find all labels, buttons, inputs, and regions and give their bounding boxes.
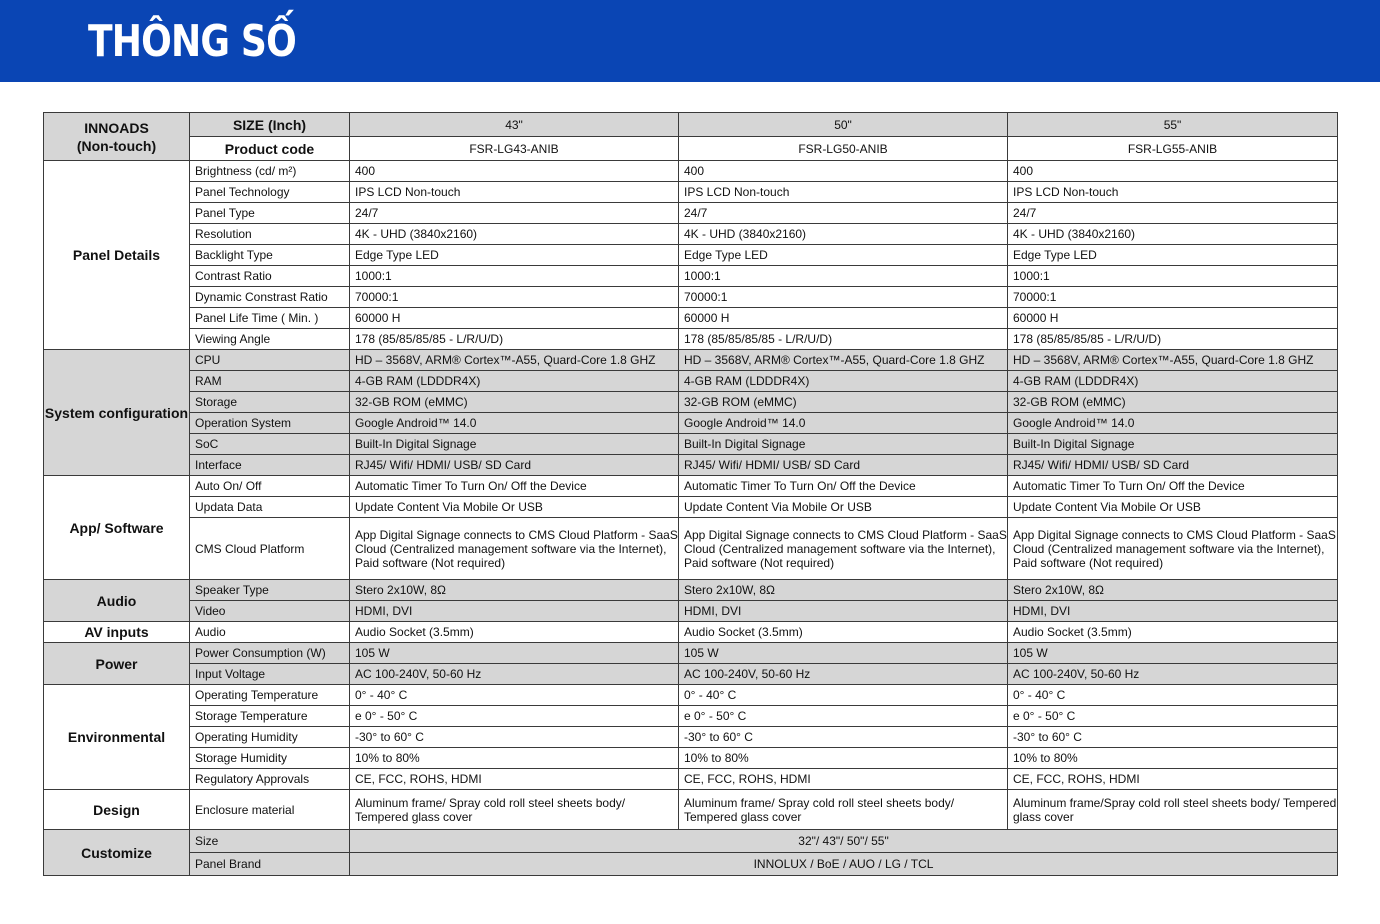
model-code-43: FSR-LG43-ANIB — [350, 137, 679, 161]
spec-label: Resolution — [190, 224, 350, 245]
product-code-row — [44, 137, 1338, 161]
spec-label: Storage Humidity — [190, 748, 350, 769]
spec-row — [44, 601, 1338, 622]
spec-value: App Digital Signage connects to CMS Cloud Platform - SaaS Cloud (Centralized management software via the Internet), Paid software (Not required) — [679, 518, 1008, 580]
spec-label: RAM — [190, 371, 350, 392]
spec-value: 105 W — [679, 643, 1008, 664]
group-design: Design — [44, 790, 190, 830]
spec-label: CPU — [190, 350, 350, 371]
model-code-50: FSR-LG50-ANIB — [679, 137, 1008, 161]
spec-row — [44, 727, 1338, 748]
spec-value: HD – 3568V, ARM® Cortex™-A55, Quard-Core 1.8 GHZ — [1008, 350, 1338, 371]
spec-value: IPS LCD Non-touch — [679, 182, 1008, 203]
spec-value: Update Content Via Mobile Or USB — [350, 497, 679, 518]
spec-row — [44, 308, 1338, 329]
spec-row — [44, 161, 1338, 182]
model-code-55: FSR-LG55-ANIB — [1008, 137, 1338, 161]
spec-row — [44, 685, 1338, 706]
spec-label: Panel Brand — [190, 853, 350, 876]
spec-table — [43, 112, 1338, 876]
brand-subtitle: (Non-touch) — [76, 137, 157, 154]
spec-value: Built-In Digital Signage — [1008, 434, 1338, 455]
spec-value: 24/7 — [1008, 203, 1338, 224]
brand-name: INNOADS — [84, 119, 149, 136]
spec-value: -30° to 60° C — [679, 727, 1008, 748]
group-audio: Audio — [44, 580, 190, 622]
spec-value: 0° - 40° C — [1008, 685, 1338, 706]
spec-value: 32-GB ROM (eMMC) — [350, 392, 679, 413]
spec-value: App Digital Signage connects to CMS Cloud Platform - SaaS Cloud (Centralized management software via the Internet), Paid software (Not required) — [1008, 518, 1338, 580]
spec-value: 24/7 — [679, 203, 1008, 224]
spec-row — [44, 266, 1338, 287]
spec-value-merged: 32"/ 43"/ 50"/ 55" — [350, 830, 1338, 853]
spec-row — [44, 497, 1338, 518]
spec-label: CMS Cloud Platform — [190, 518, 350, 580]
spec-label: Storage — [190, 392, 350, 413]
spec-label: Contrast Ratio — [190, 266, 350, 287]
spec-value: 24/7 — [350, 203, 679, 224]
spec-value: Aluminum frame/ Spray cold roll steel sheets body/ Tempered glass cover — [679, 790, 1008, 830]
spec-value: CE, FCC, ROHS, HDMI — [350, 769, 679, 790]
spec-row — [44, 476, 1338, 497]
spec-value: Google Android™ 14.0 — [350, 413, 679, 434]
spec-label: Viewing Angle — [190, 329, 350, 350]
spec-row — [44, 392, 1338, 413]
spec-value: HDMI, DVI — [679, 601, 1008, 622]
spec-value: IPS LCD Non-touch — [1008, 182, 1338, 203]
spec-label: Panel Life Time ( Min. ) — [190, 308, 350, 329]
spec-value: Edge Type LED — [679, 245, 1008, 266]
spec-value: HD – 3568V, ARM® Cortex™-A55, Quard-Core 1.8 GHZ — [679, 350, 1008, 371]
spec-row — [44, 350, 1338, 371]
spec-value: Built-In Digital Signage — [679, 434, 1008, 455]
spec-value: 4K - UHD (3840x2160) — [350, 224, 679, 245]
spec-label: Panel Type — [190, 203, 350, 224]
group-environmental: Environmental — [44, 685, 190, 790]
spec-value: Aluminum frame/Spray cold roll steel sheets body/ Tempered glass cover — [1008, 790, 1338, 830]
spec-label: Video — [190, 601, 350, 622]
spec-value: 32-GB ROM (eMMC) — [679, 392, 1008, 413]
spec-value: 10% to 80% — [1008, 748, 1338, 769]
spec-value: Audio Socket (3.5mm) — [679, 622, 1008, 643]
spec-value: RJ45/ Wifi/ HDMI/ USB/ SD Card — [679, 455, 1008, 476]
spec-row — [44, 224, 1338, 245]
spec-value: 1000:1 — [350, 266, 679, 287]
brand-header-cell — [44, 113, 190, 161]
spec-value: Update Content Via Mobile Or USB — [1008, 497, 1338, 518]
spec-row — [44, 287, 1338, 308]
spec-value: 0° - 40° C — [350, 685, 679, 706]
model-size-50: 50" — [679, 113, 1008, 137]
spec-row — [44, 664, 1338, 685]
spec-row — [44, 245, 1338, 266]
spec-value: 4-GB RAM (LDDDR4X) — [1008, 371, 1338, 392]
spec-value: e 0° - 50° C — [350, 706, 679, 727]
spec-label: Storage Temperature — [190, 706, 350, 727]
spec-label: Regulatory Approvals — [190, 769, 350, 790]
spec-label: SoC — [190, 434, 350, 455]
spec-label: Audio — [190, 622, 350, 643]
spec-value: Audio Socket (3.5mm) — [350, 622, 679, 643]
size-label: SIZE (Inch) — [190, 113, 350, 137]
spec-value: 60000 H — [679, 308, 1008, 329]
spec-value: 400 — [679, 161, 1008, 182]
spec-value: Automatic Timer To Turn On/ Off the Device — [679, 476, 1008, 497]
spec-row — [44, 643, 1338, 664]
spec-label: Operating Humidity — [190, 727, 350, 748]
spec-row — [44, 413, 1338, 434]
spec-value: e 0° - 50° C — [679, 706, 1008, 727]
spec-label: Interface — [190, 455, 350, 476]
spec-value: HDMI, DVI — [1008, 601, 1338, 622]
spec-value: 105 W — [1008, 643, 1338, 664]
spec-value: Update Content Via Mobile Or USB — [679, 497, 1008, 518]
spec-value: 60000 H — [1008, 308, 1338, 329]
spec-value: HDMI, DVI — [350, 601, 679, 622]
spec-row — [44, 434, 1338, 455]
spec-value: RJ45/ Wifi/ HDMI/ USB/ SD Card — [350, 455, 679, 476]
spec-label: Operating Temperature — [190, 685, 350, 706]
spec-label: Panel Technology — [190, 182, 350, 203]
group-app-software: App/ Software — [44, 476, 190, 580]
spec-value: IPS LCD Non-touch — [350, 182, 679, 203]
spec-value: 400 — [1008, 161, 1338, 182]
page-title: THÔNG SỐ — [88, 16, 296, 67]
spec-row — [44, 580, 1338, 601]
spec-value: 10% to 80% — [350, 748, 679, 769]
spec-value: 178 (85/85/85/85 - L/R/U/D) — [350, 329, 679, 350]
spec-value: 60000 H — [350, 308, 679, 329]
spec-value: CE, FCC, ROHS, HDMI — [1008, 769, 1338, 790]
spec-label: Input Voltage — [190, 664, 350, 685]
spec-value: 70000:1 — [679, 287, 1008, 308]
spec-value: AC 100-240V, 50-60 Hz — [1008, 664, 1338, 685]
spec-row — [44, 622, 1338, 643]
spec-row — [44, 371, 1338, 392]
spec-row — [44, 182, 1338, 203]
spec-value: -30° to 60° C — [1008, 727, 1338, 748]
spec-value: Aluminum frame/ Spray cold roll steel sheets body/ Tempered glass cover — [350, 790, 679, 830]
group-panel-details: Panel Details — [44, 161, 190, 350]
spec-value: AC 100-240V, 50-60 Hz — [679, 664, 1008, 685]
spec-value: Google Android™ 14.0 — [1008, 413, 1338, 434]
spec-value: CE, FCC, ROHS, HDMI — [679, 769, 1008, 790]
spec-value: Built-In Digital Signage — [350, 434, 679, 455]
spec-label: Power Consumption (W) — [190, 643, 350, 664]
spec-value: RJ45/ Wifi/ HDMI/ USB/ SD Card — [1008, 455, 1338, 476]
spec-value: -30° to 60° C — [350, 727, 679, 748]
spec-value: 178 (85/85/85/85 - L/R/U/D) — [679, 329, 1008, 350]
spec-value: 32-GB ROM (eMMC) — [1008, 392, 1338, 413]
group-av-inputs: AV inputs — [44, 622, 190, 643]
spec-value: Google Android™ 14.0 — [679, 413, 1008, 434]
size-row — [44, 113, 1338, 137]
spec-value: Stero 2x10W, 8Ω — [679, 580, 1008, 601]
spec-row — [44, 455, 1338, 476]
spec-value: 178 (85/85/85/85 - L/R/U/D) — [1008, 329, 1338, 350]
spec-label: Updata Data — [190, 497, 350, 518]
spec-value: e 0° - 50° C — [1008, 706, 1338, 727]
header-banner — [0, 0, 1380, 82]
spec-value: Edge Type LED — [1008, 245, 1338, 266]
spec-row — [44, 203, 1338, 224]
spec-value: Stero 2x10W, 8Ω — [1008, 580, 1338, 601]
spec-row — [44, 518, 1338, 580]
spec-value: Stero 2x10W, 8Ω — [350, 580, 679, 601]
spec-label: Brightness (cd/ m²) — [190, 161, 350, 182]
spec-label: Enclosure material — [190, 790, 350, 830]
spec-label: Auto On/ Off — [190, 476, 350, 497]
spec-value: Automatic Timer To Turn On/ Off the Device — [350, 476, 679, 497]
spec-label: Speaker Type — [190, 580, 350, 601]
product-code-label: Product code — [190, 137, 350, 161]
spec-value: Audio Socket (3.5mm) — [1008, 622, 1338, 643]
spec-value: 4-GB RAM (LDDDR4X) — [679, 371, 1008, 392]
spec-value: Edge Type LED — [350, 245, 679, 266]
spec-value-merged: INNOLUX / BoE / AUO / LG / TCL — [350, 853, 1338, 876]
spec-value: 10% to 80% — [679, 748, 1008, 769]
spec-value: 4K - UHD (3840x2160) — [1008, 224, 1338, 245]
spec-value: 1000:1 — [1008, 266, 1338, 287]
spec-value: 0° - 40° C — [679, 685, 1008, 706]
spec-value: AC 100-240V, 50-60 Hz — [350, 664, 679, 685]
model-size-43: 43" — [350, 113, 679, 137]
spec-value: Automatic Timer To Turn On/ Off the Device — [1008, 476, 1338, 497]
spec-label: Backlight Type — [190, 245, 350, 266]
spec-value: 400 — [350, 161, 679, 182]
model-size-55: 55" — [1008, 113, 1338, 137]
group-power: Power — [44, 643, 190, 685]
spec-value: HD – 3568V, ARM® Cortex™-A55, Quard-Core 1.8 GHZ — [350, 350, 679, 371]
spec-label: Size — [190, 830, 350, 853]
spec-row — [44, 706, 1338, 727]
spec-value: 1000:1 — [679, 266, 1008, 287]
spec-value: 70000:1 — [1008, 287, 1338, 308]
spec-value: 4-GB RAM (LDDDR4X) — [350, 371, 679, 392]
spec-label: Dynamic Constrast Ratio — [190, 287, 350, 308]
spec-row — [44, 790, 1338, 830]
spec-row — [44, 830, 1338, 853]
spec-value: 4K - UHD (3840x2160) — [679, 224, 1008, 245]
spec-row — [44, 769, 1338, 790]
spec-value: 70000:1 — [350, 287, 679, 308]
group-system-configuration: System configuration — [44, 350, 190, 476]
group-customize: Customize — [44, 830, 190, 876]
spec-value: App Digital Signage connects to CMS Cloud Platform - SaaS Cloud (Centralized management software via the Internet), Paid software (Not required) — [350, 518, 679, 580]
spec-label: Operation System — [190, 413, 350, 434]
spec-value: 105 W — [350, 643, 679, 664]
spec-row — [44, 329, 1338, 350]
spec-row — [44, 748, 1338, 769]
spec-row — [44, 853, 1338, 876]
